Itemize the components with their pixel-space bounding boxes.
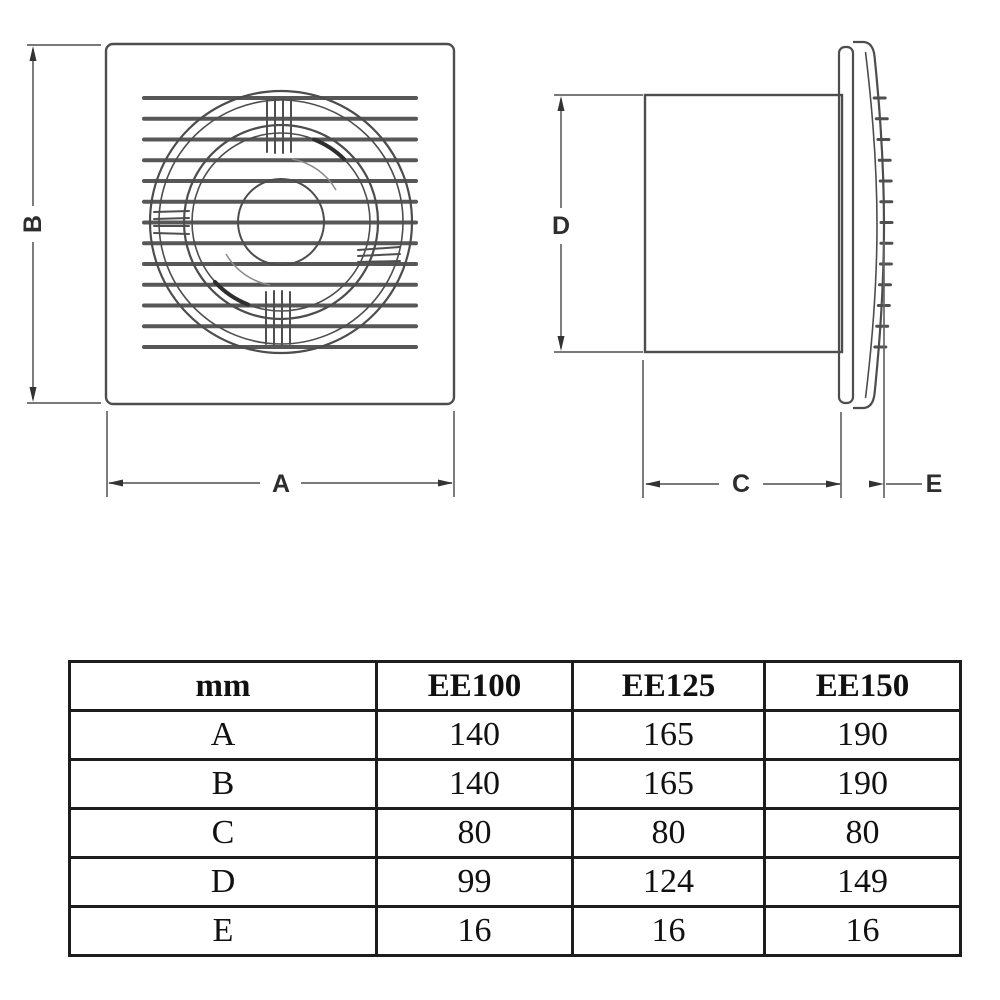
duct-body [645,95,842,352]
dim-cell: D [70,858,377,907]
model-header-ee150: EE150 [765,662,961,711]
model-header-ee100: EE100 [377,662,573,711]
table-row-d [70,858,961,907]
value-cell: 140 [377,711,573,760]
table-row-b [70,760,961,809]
value-cell: 99 [377,858,573,907]
value-cell: 124 [573,858,765,907]
value-cell: 80 [765,809,961,858]
unit-header-cell: mm [70,662,377,711]
table-row-e [70,907,961,956]
front-view [106,44,454,404]
dim-label-a: A [271,470,291,498]
table-header-row [70,662,961,711]
dimension-B [19,45,101,403]
dim-cell: B [70,760,377,809]
dim-label-c: C [731,470,751,498]
model-header-ee125: EE125 [573,662,765,711]
dim-cell: A [70,711,377,760]
dim-cell: E [70,907,377,956]
side-view [645,42,892,408]
dim-label-d: D [551,212,571,240]
table-row-c [70,809,961,858]
dimension-D [552,95,643,352]
dim-cell: C [70,809,377,858]
value-cell: 16 [765,907,961,956]
dim-label-e: E [925,470,943,498]
value-cell: 149 [765,858,961,907]
value-cell: 16 [573,907,765,956]
value-cell: 16 [377,907,573,956]
dimension-A [107,411,454,498]
value-cell: 80 [573,809,765,858]
dim-label-b: B [19,214,47,234]
value-cell: 80 [377,809,573,858]
dimensions-table [68,660,962,957]
value-cell: 190 [765,760,961,809]
table-row-a [70,711,961,760]
value-cell: 165 [573,711,765,760]
value-cell: 190 [765,711,961,760]
value-cell: 140 [377,760,573,809]
dimension-C-E [643,240,942,498]
value-cell: 165 [573,760,765,809]
